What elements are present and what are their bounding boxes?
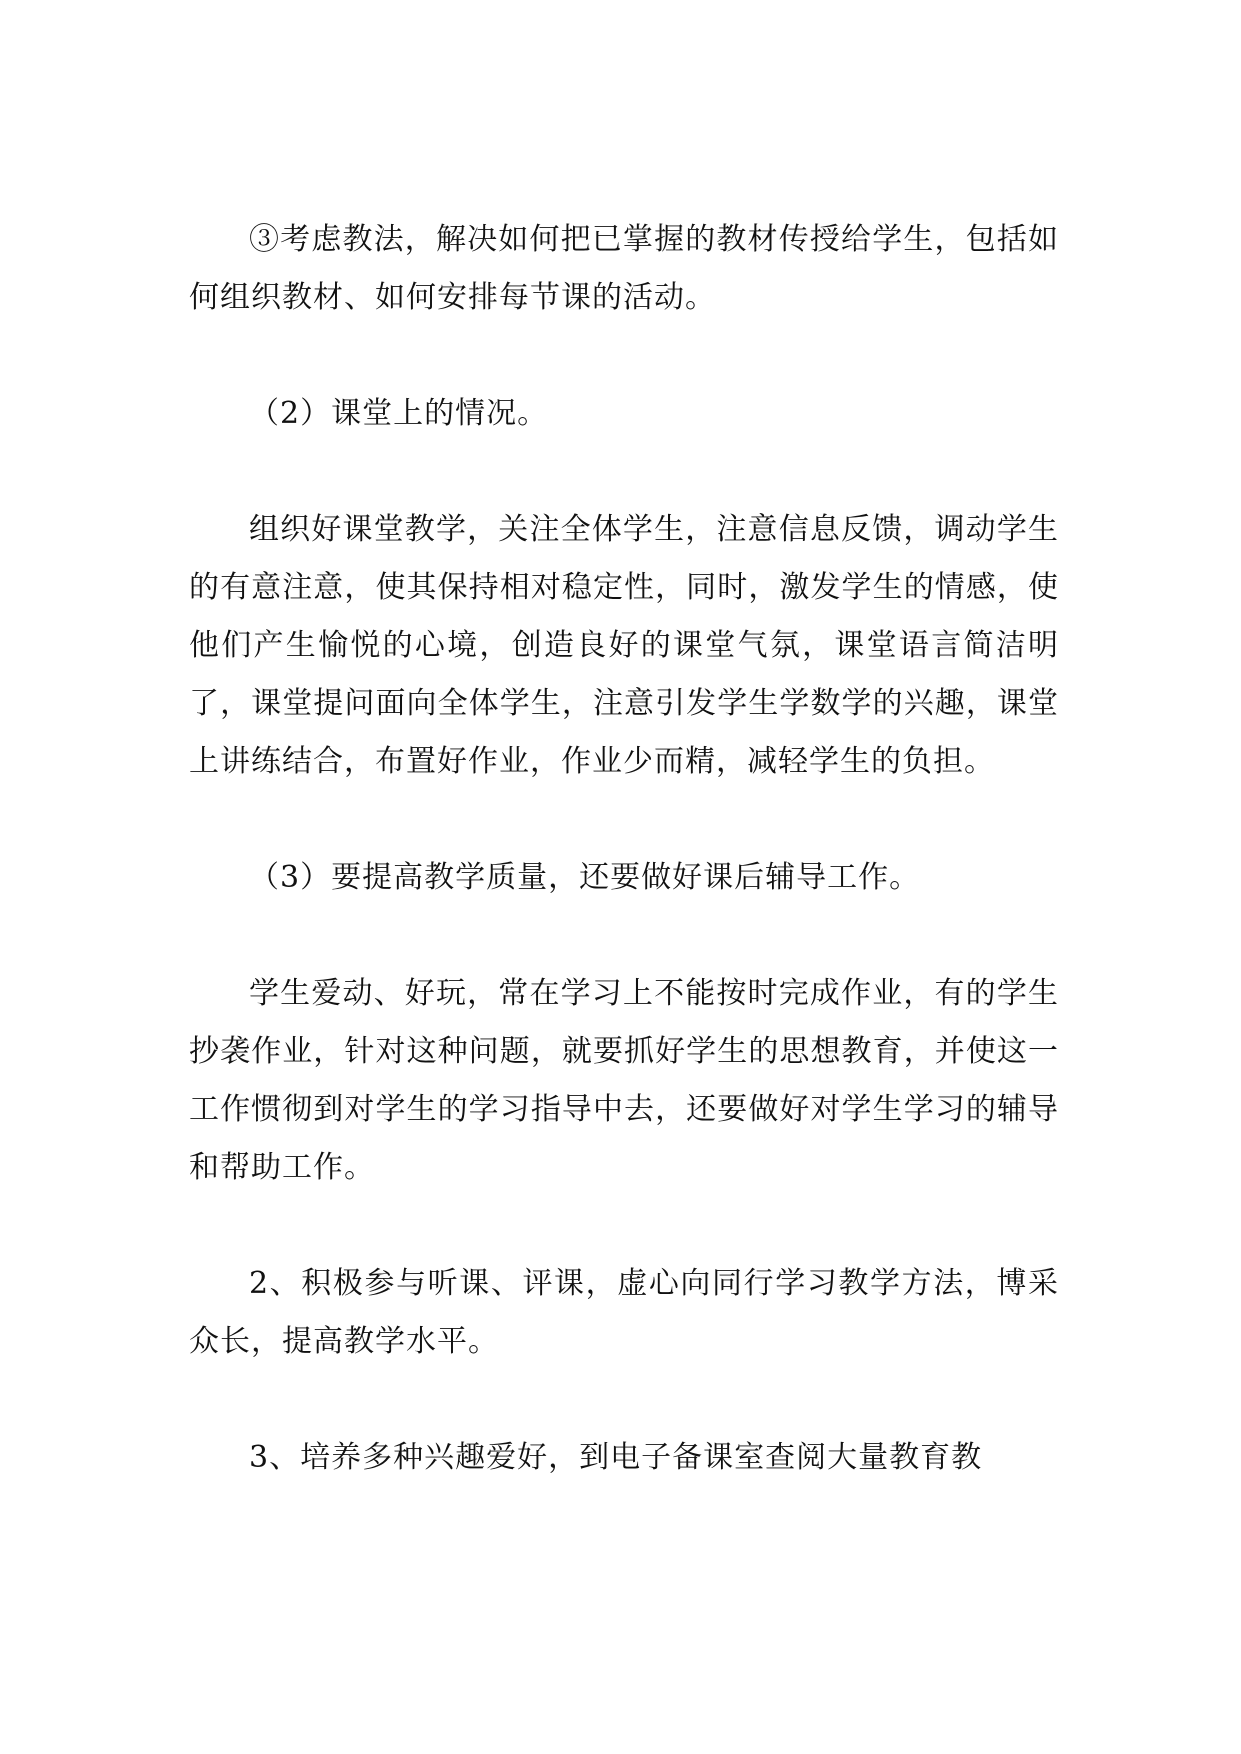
paragraph-interests: 3、培养多种兴趣爱好，到电子备课室查阅大量教育教 [249, 1440, 983, 1475]
paragraph-teaching-method: ③考虑教法，解决如何把已掌握的教材传授给学生，包括如何组织教材、如何安排每节课的活动。 [189, 222, 1059, 315]
paragraph-tutoring-work: 学生爱动、好玩，常在学习上不能按时完成作业，有的学生抄袭作业，针对这种问题，就要抓好学生的思想教育，并使这一工作惯彻到对学生的学习指导中去，还要做好对学生学习的辅导和帮助工作。 [189, 976, 1059, 1185]
paragraph-classroom-teaching: 组织好课堂教学，关注全体学生，注意信息反馈，调动学生的有意注意，使其保持相对稳定性，同时，激发学生的情感，使他们产生愉悦的心境，创造良好的课堂气氛，课堂语言简洁明了，课堂提问面向全体学生，注意引发学生学数学的兴趣，课堂上讲练结合，布置好作业，作业少而精，减轻学生的负担。 [189, 512, 1059, 779]
paragraph-classroom-heading: （2）课堂上的情况。 [249, 396, 549, 431]
document-body [189, 211, 1059, 1487]
paragraph-tutoring-heading: （3）要提高教学质量，还要做好课后辅导工作。 [249, 860, 921, 895]
paragraph-lesson-observation: 2、积极参与听课、评课，虚心向同行学习教学方法，博采众长，提高教学水平。 [189, 1266, 1059, 1359]
